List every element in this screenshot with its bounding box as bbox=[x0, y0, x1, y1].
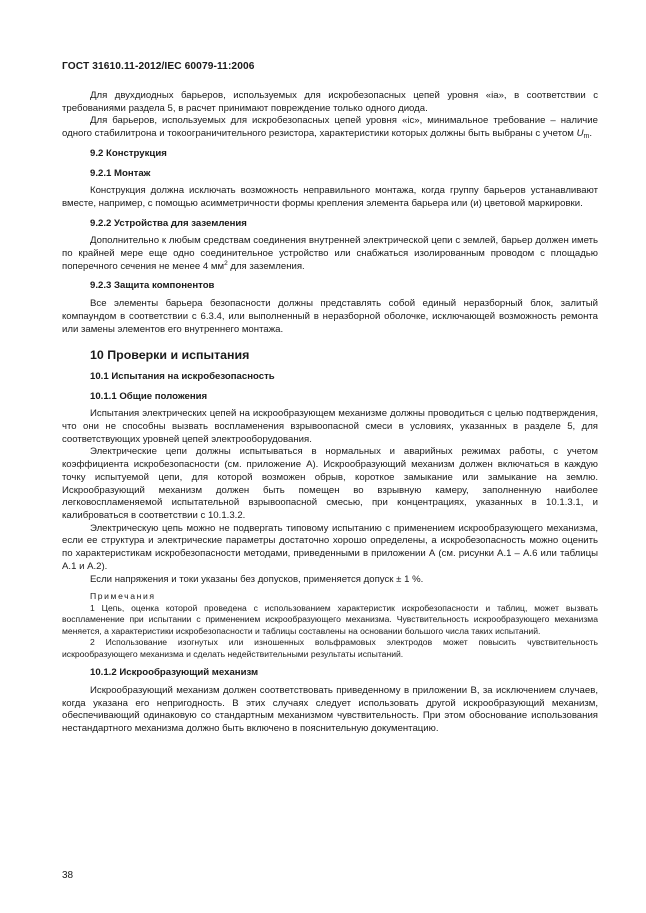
section-heading-10-1: 10.1 Испытания на искробезопасность bbox=[90, 370, 275, 382]
page-number: 38 bbox=[62, 870, 74, 881]
note-item: 1 Цепь, оценка которой проведена с использованием характеристик искробезопасности и таблиц, может вызвать воспламенение при испытании с применением искрообразующего механизма. Чувствительность искрообразующего механизма меняется, а характеристики искробезопасности и таблицы составлены на основании большого числа таких испытаний. bbox=[62, 602, 598, 636]
paragraph-text: Для барьеров, используемых для искробезопасных цепей уровня «ic», минимальное требование – наличие одного стабилитрона и токоограничительного резистора, характеристики которых должны быть выбраны с учетом bbox=[62, 115, 598, 140]
section-heading-10-1-2: 10.1.2 Искрообразующий механизм bbox=[90, 667, 259, 679]
paragraph bbox=[62, 115, 598, 140]
section-heading-9-2-2: 9.2.2 Устройства для заземления bbox=[90, 217, 247, 229]
paragraph: Для двухдиодных барьеров, используемых для искробезопасных цепей уровня «ia», в соответствии с требованиями раздела 5, в расчет принимают повреждение только одного диода. bbox=[62, 90, 598, 114]
page-content bbox=[62, 90, 598, 736]
note-item: 2 Использование изогнутых или изношенных вольфрамовых электродов может повысить чувствительность искрообразующего механизма и сделать недействительными результаты испытаний. bbox=[62, 637, 598, 659]
section-heading-9-2-1: 9.2.1 Монтаж bbox=[90, 167, 151, 179]
paragraph: Электрическую цепь можно не подвергать типовому испытанию с применением искрообразующего механизма, если ее структура и электрические параметры достаточно хорошо определены, а искробезопасность можно оценить по характеристикам искробезопасности методами, приведенными в приложении А (см. рисунки А.1 – А.6 или таблицы А.1 и А.2). bbox=[62, 522, 598, 572]
superscript: 2 bbox=[224, 259, 228, 267]
symbol-subscript: m bbox=[583, 133, 590, 141]
notes-heading: Примечания bbox=[90, 591, 156, 602]
section-heading-9-2-3: 9.2.3 Защита компонентов bbox=[90, 280, 215, 292]
paragraph-text: Дополнительно к любым средствам соединения внутренней электрической цепи с землей, барьер должен иметь по крайней мере еще одно соединительное устройство или снабжаться изолированным проводом с площадью поперечного сечения не менее 4 мм bbox=[62, 235, 598, 272]
section-heading-9-2: 9.2 Конструкция bbox=[90, 147, 167, 159]
paragraph bbox=[62, 235, 598, 273]
paragraph: Электрические цепи должны испытываться в нормальных и аварийных режимах работы, с учетом коэффициента искробезопасности (см. приложение А). Искрообразующий механизм должен включаться в каждую точку испытуемой цепи, для которой возможен обрыв, короткое замыкание или замыкание на землю. Искрообразующий механизм должен быть помещен во взрывную камеру, заполненную наиболее легковоспламеняемой испытательной взрывоопасной смесью, при концентрациях, указанных в 10.1.3.1, и калиброваться в соответствии с 10.1.3.2. bbox=[62, 446, 598, 521]
paragraph: Все элементы барьера безопасности должны представлять собой единый неразборный блок, залитый компаундом в соответствии с 6.3.4, или выполненный в неразборной оболочке, исключающей возможность ремонта или замены элементов его внутреннего монтажа. bbox=[62, 298, 598, 335]
section-heading-10-1-1: 10.1.1 Общие положения bbox=[90, 390, 208, 402]
paragraph: Испытания электрических цепей на искрообразующем механизме должны проводиться с целью подтверждения, что они не способны вызвать воспламенения взрывоопасной смеси в условиях, указанных в разделе 5, для соответствующих уровней цепей электрооборудования. bbox=[62, 408, 598, 445]
paragraph: Конструкция должна исключать возможность неправильного монтажа, когда группу барьеров устанавливают вместе, например, с помощью асимметричности формы крепления элемента барьера или (и) цветовой маркировки. bbox=[62, 185, 598, 209]
paragraph: Искрообразующий механизм должен соответствовать приведенному в приложении В, за исключением случаев, когда указана его непригодность. В этих случаях следует использовать другой искрообразующий механизм, обеспечивающий одинаковую со стандартным механизмом чувствительность. При этом обоснование использования нестандартного механизма должно быть включено в пояснительную документацию. bbox=[62, 684, 598, 735]
document-header: ГОСТ 31610.11-2012/IEC 60079-11:2006 bbox=[62, 61, 255, 72]
paragraph-text: для заземления. bbox=[227, 260, 305, 272]
symbol-u: U bbox=[576, 128, 584, 140]
paragraph: Если напряжения и токи указаны без допусков, применяется допуск ± 1 %. bbox=[90, 573, 424, 585]
section-heading-10: 10 Проверки и испытания bbox=[90, 348, 250, 363]
paragraph-text: . bbox=[589, 128, 593, 140]
